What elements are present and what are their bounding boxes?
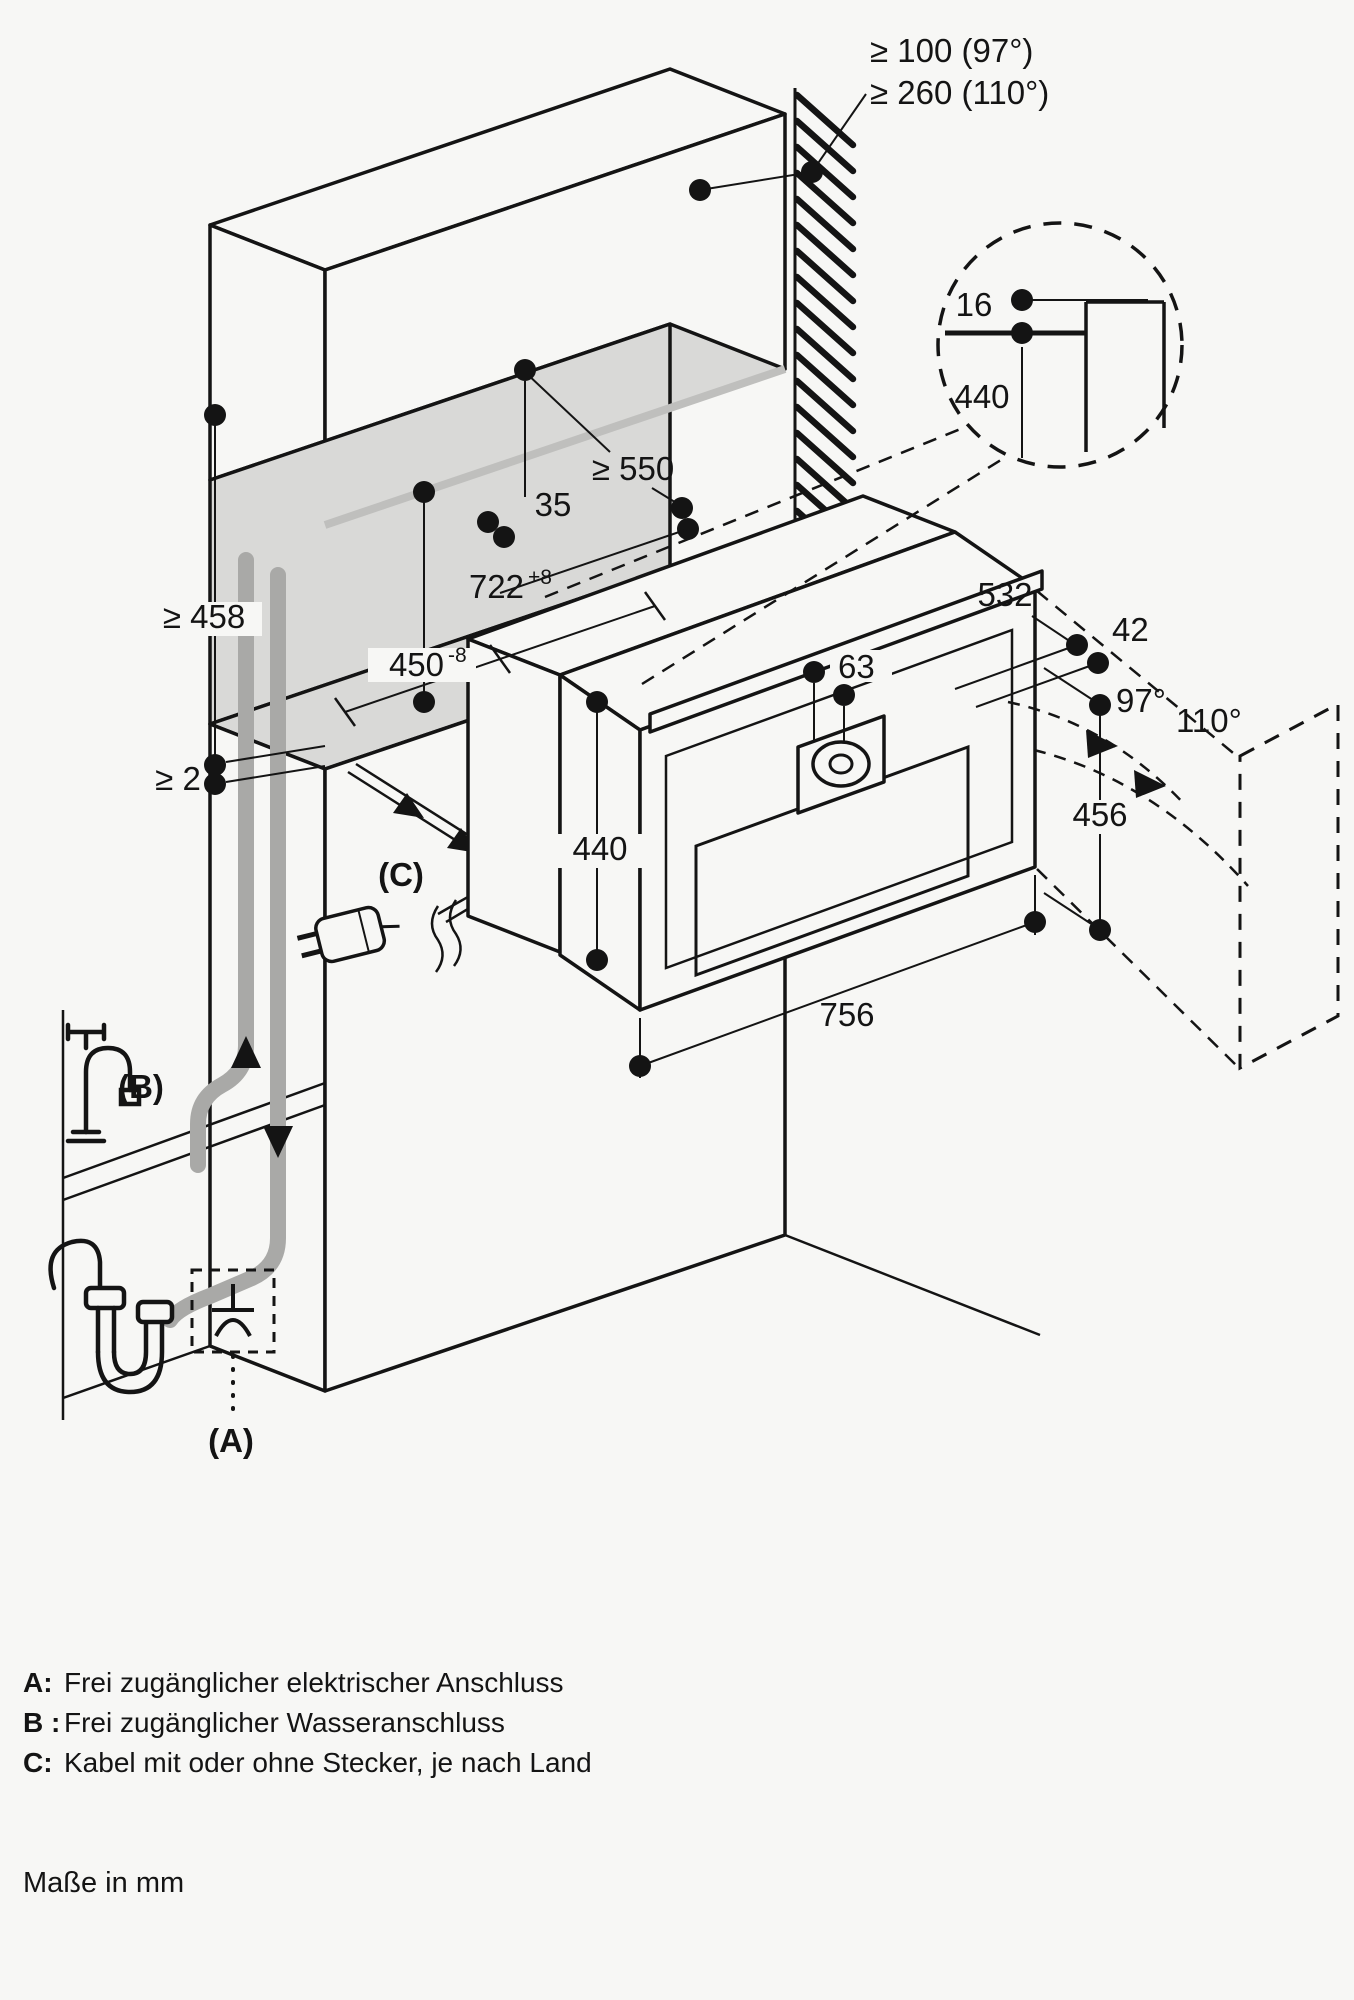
callout-b: (B) xyxy=(118,1068,164,1105)
dim-appliance-depth: 532 xyxy=(977,576,1033,613)
dim-niche-width: 722 xyxy=(468,568,524,605)
dim-niche-depth: ≥ 550 xyxy=(591,450,675,487)
wall-clearance-line2: ≥ 260 (110°) xyxy=(870,74,1050,111)
dim-door-height: 456 xyxy=(1072,796,1128,833)
detail-panel-thickness: 16 xyxy=(955,286,993,323)
dim-rear-gap: ≥ 2 xyxy=(155,760,201,797)
detail-balloon xyxy=(938,223,1182,467)
dim-front-depth: 42 xyxy=(1112,611,1149,648)
legend-key-b: B : xyxy=(23,1707,61,1738)
legend xyxy=(23,1667,592,1778)
arc-arrow-icon-2 xyxy=(1134,770,1166,798)
floor-line-right xyxy=(785,1235,1040,1335)
oven-rear-side xyxy=(468,639,560,952)
units-note: Maße in mm xyxy=(23,1867,185,1899)
siphon-icon xyxy=(51,1241,172,1392)
wall-clearance-line1: ≥ 100 (97°) xyxy=(870,32,1034,69)
dim-top-gap: 35 xyxy=(534,486,572,523)
detail-panel-depth: 440 xyxy=(954,378,1010,415)
control-knob-icon xyxy=(813,742,869,786)
legend-text-b: Frei zugänglicher Wasseranschluss xyxy=(64,1707,505,1738)
legend-text-c: Kabel mit oder ohne Stecker, je nach Land xyxy=(64,1747,592,1778)
dim-door-angle-110: 110° xyxy=(1176,702,1242,739)
door-projection-bottom xyxy=(1037,869,1238,1067)
dim-niche-height-tol: -8 xyxy=(448,644,467,667)
dim-door-angle-97: 97° xyxy=(1116,682,1166,719)
dim-knob-clearance: 63 xyxy=(838,648,875,685)
legend-text-a: Frei zugänglicher elektrischer Anschluss xyxy=(64,1667,564,1698)
dim-side-height: 440 xyxy=(572,830,628,867)
side-wall-hatching xyxy=(795,88,853,562)
legend-key-a: A: xyxy=(23,1667,53,1698)
dim-appliance-width: 756 xyxy=(819,996,875,1033)
dim-niche-height: 450 xyxy=(388,646,444,683)
dim-niche-width-tol: +8 xyxy=(528,566,552,589)
callout-a: (A) xyxy=(208,1422,254,1459)
callout-c: (C) xyxy=(378,856,424,893)
dim-side-clearance: ≥ 458 xyxy=(162,598,246,635)
open-door-panel xyxy=(1240,704,1338,1068)
legend-key-c: C: xyxy=(23,1747,53,1778)
arc-arrow-icon xyxy=(1086,730,1118,758)
